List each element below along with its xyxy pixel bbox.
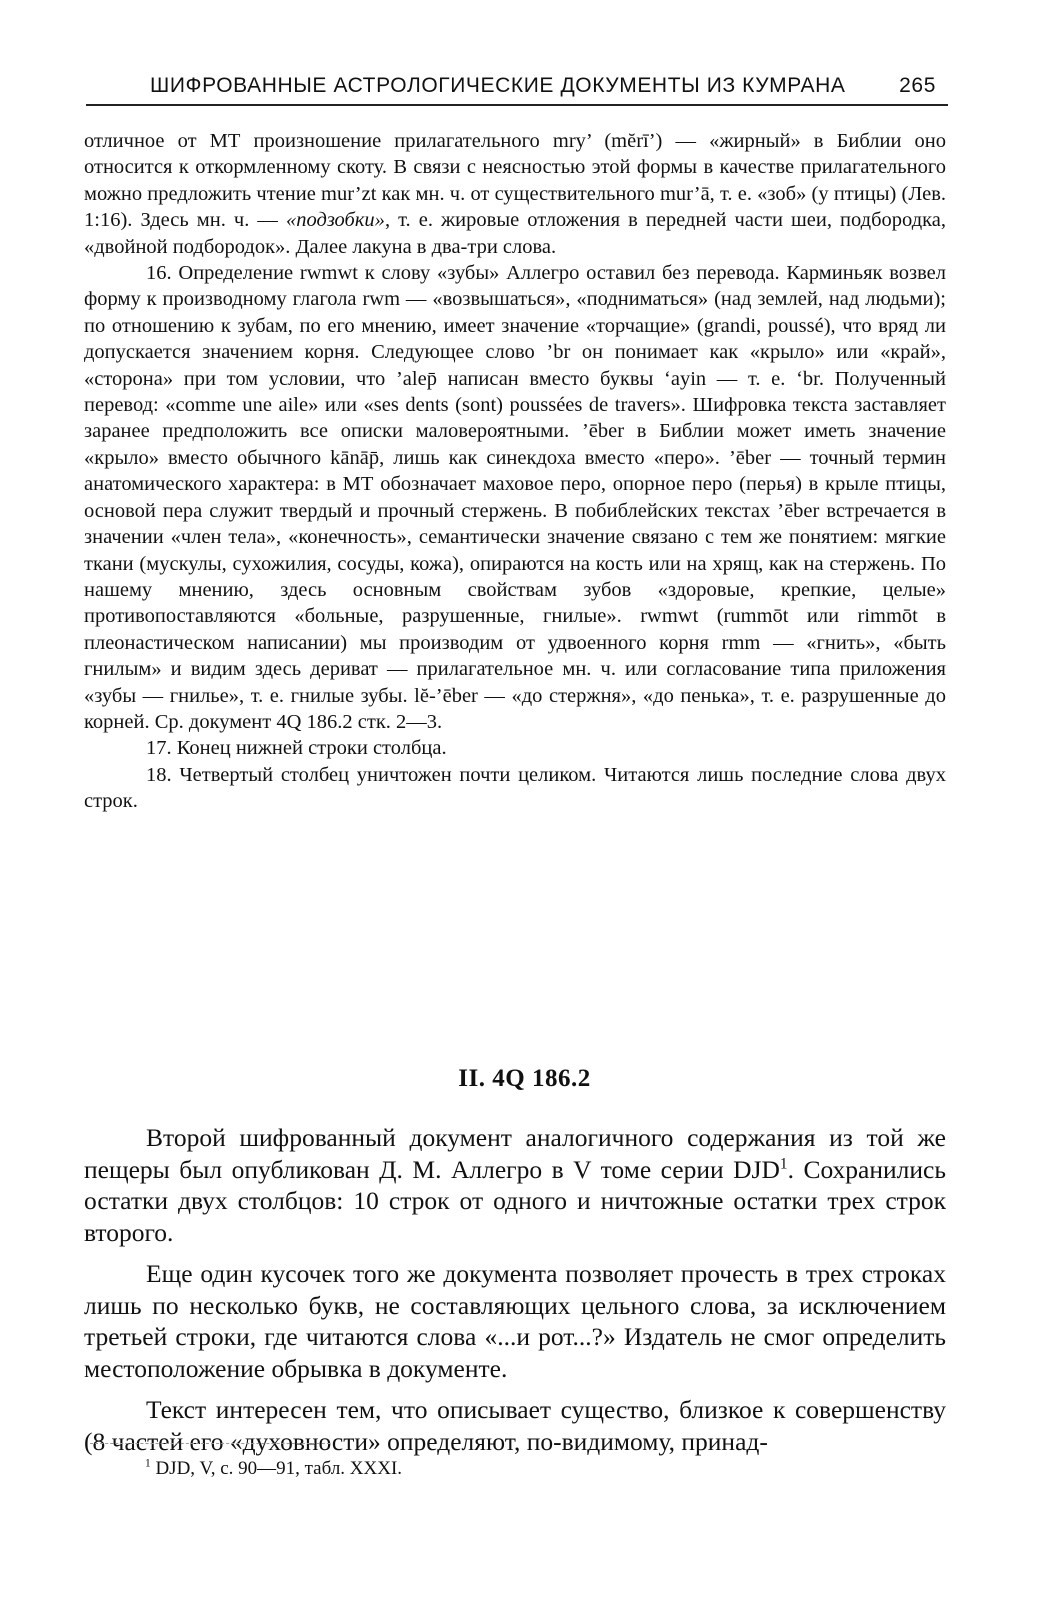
section-heading: II. 4Q 186.2 bbox=[458, 1065, 591, 1092]
footnote-ref: 1 bbox=[779, 1155, 788, 1172]
footnote-text: DJD, V, с. 90—91, табл. XXXI. bbox=[150, 1458, 403, 1479]
body-paragraph-2: Еще один кусочек того же документа позволяет прочесть в трех строках лишь по несколько букв, не составляющих цельного слова, за исключением третьей строки, где читаются слова «...и рот...?» Издатель не смог определить местоположение обрывка в документе. bbox=[84, 1259, 946, 1383]
running-head-title: ШИФРОВАННЫЕ АСТРОЛОГИЧЕСКИЕ ДОКУМЕНТЫ ИЗ КУМРАНА bbox=[150, 74, 846, 97]
footnote bbox=[145, 1458, 402, 1480]
footnote-rule bbox=[90, 1443, 330, 1444]
running-head bbox=[86, 70, 946, 104]
body-p1-text-a: Второй шифрованный документ аналогичного содержания из той же пещеры был опубликован Д. М. Аллегро в V томе серии DJD bbox=[84, 1123, 946, 1184]
header-rule bbox=[86, 104, 948, 106]
note-16: 16. Определение rwmwt к слову «зубы» Аллегро оставил без перевода. Карминьяк возвел форму к производному глагола rwm — «возвышаться», «подниматься» (над землей, над людьми); по отношению к зубам, по его мнению, имеет значение «торчащие» (grandi, poussé), что вряд ли допускается значением корня. Следующее слово ’br он понимает как «крыло» или «край», «сторона» при том условии, что ’alep̄ написан вместо буквы ‘ayin — т. е. ‘br. Полученный перевод: «comme une aile» или «ses dents (sont) poussées de travers». Шифровка текста заставляет заранее предположить все описки маловероятными. ’ēber в Библии может иметь значение «крыло» вместо обычного kānāp̄, лишь как синекдоха вместо «перо». ’ēber — точный термин анатомического характера: в МТ обозначает маховое перо, опорное перо (перья) в крыле птицы, основой пера служит твердый и прочный стержень. В побиблейских текстах ’ēber встречается в значении «член тела», «конечность», семантически значение связано с тем же понятием: мягкие ткани (мускулы, сухожилия, сосуды, кожа), опираются на кость или на хрящ, как на стержень. По нашему мнению, здесь основным свойствам зубов «здоровые, крепкие, целые» противопоставляются «больные, разрушенные, гнилые». rwmwt (rummōt или rimmōt в плеонастическом написании) мы производим от удвоенного корня rmm — «гнить», «быть гнилым» и видим здесь дериват — прилагательное мн. ч. или согласование типа приложения «зубы — гнилье», т. е. гнилые зубы. lĕ-’ēber — «до стержня», «до пенька», т. е. разрушенные до корней. Ср. документ 4Q 186.2 стк. 2—3. bbox=[84, 262, 946, 733]
commentary-notes bbox=[84, 128, 946, 815]
note-15-italic-term: «подзобки» bbox=[285, 209, 385, 232]
body-paragraph-3: Текст интересен тем, что описывает существо, близкое к совершенству (8 частей его «духовности» определяют, по-видимому, принад- bbox=[84, 1395, 946, 1456]
page-number: 265 bbox=[899, 74, 936, 97]
note-15-text-c: , т. е. жировые отложения в передней части шеи, подбородка, «двойной подбородок». Далее лакуна в два-три слова. bbox=[84, 209, 946, 258]
body-p1-text-b: . Сохранились остатки двух столбцов: 10 строк от одного и ничтожные остатки трех строк второго. bbox=[84, 1154, 946, 1247]
note-18: 18. Четвертый столбец уничтожен почти целиком. Читаются лишь последние слова двух строк. bbox=[84, 763, 946, 813]
body-text bbox=[84, 1122, 946, 1467]
note-15-text-a: отличное от МТ произношение прилагательного mry’ (mĕrī’) — «жирный» в Библии оно относится к откормленному скоту. В связи с неясностью этой формы в качестве прилагательного можно предложить чтение mur’zt как мн. ч. от существительного mur’ā, т. е. «зоб» (у птицы) (Лев. 1:16). Здесь мн. ч. — bbox=[84, 130, 946, 232]
note-17: 17. Конец нижней строки столбца. bbox=[146, 737, 447, 760]
note-15-continuation bbox=[84, 128, 946, 260]
body-paragraph-1 bbox=[84, 1122, 946, 1248]
footnote-mark: 1 bbox=[145, 1457, 151, 1470]
